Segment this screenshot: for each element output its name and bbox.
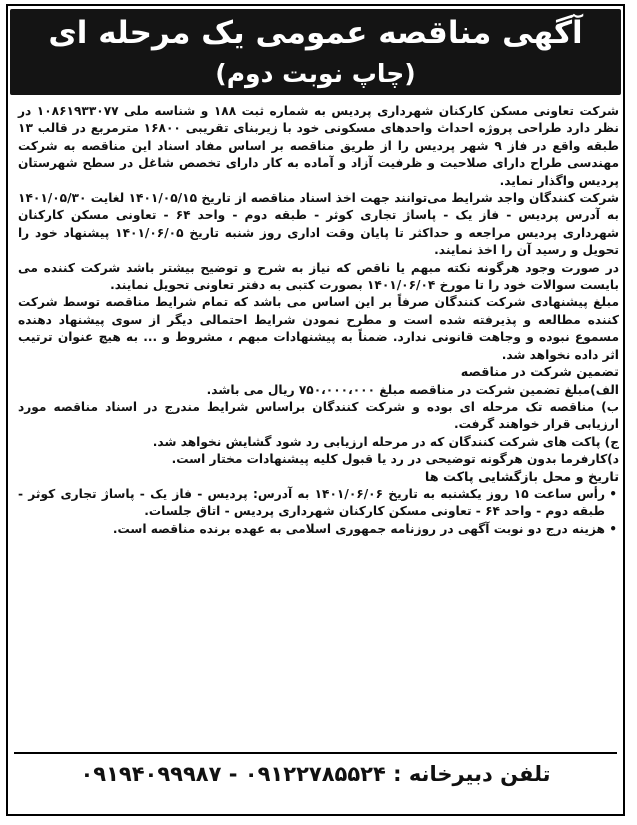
guarantee-item-b: ب) مناقصه تک مرحله ای بوده و شرکت کنندگان براساس شرایط مندرج در اسناد مناقصه مورد ارزیابی قرار خواهند گرفت.	[18, 399, 619, 432]
opening-time-text: رأس ساعت ۱۵ روز یکشنبه به تاریخ ۱۴۰۱/۰۶/۰۶ به آدرس: پردیس - فاز یک - پاساژ تجاری کوثر - طبقه دوم - واحد ۶۴ - تعاونی مسکن کارکنان شهرداری پردیس - اتاق جلسات.	[18, 486, 605, 519]
phone-label: تلفن دبیرخانه :	[393, 762, 551, 786]
ad-title: آگهی مناقصه عمومی یک مرحله ای	[48, 15, 583, 51]
guarantee-item-a: الف)مبلغ تضمین شرکت در مناقصه مبلغ ۷۵۰،۰۰۰،۰۰۰ ریال می باشد.	[206, 382, 619, 397]
documents-paragraph: شرکت کنندگان واجد شرایط می‌توانند جهت اخذ اسناد مناقصه از تاریخ ۱۴۰۱/۰۵/۱۵ لغایت ۱۴۰۱/۰۵/۳۰ به آدرس پردیس - فاز یک - پاساژ تجاری کوثر - طبقه دوم - واحد ۶۴ - تعاونی مسکن کارکنان شهرداری پردیس مراجعه و حداکثر تا پایان وقت اداری روز شنبه تاریخ ۱۴۰۱/۰۶/۰۵ پیشنهاد خود را تحویل و رسید آن را اخذ نمایند.	[18, 191, 619, 258]
title-banner	[10, 9, 621, 95]
questions-paragraph: در صورت وجود هرگونه نکته مبهم یا ناقص که نیاز به شرح و توضیح بیشتر باشد شرکت کننده می بایست سوالات خود را تا مورخ ۱۴۰۱/۰۶/۰۴ بصورت کتبی به دفتر تعاونی تحویل نمایند.	[18, 260, 619, 293]
guarantee-heading: تضمین شرکت در مناقصه	[460, 365, 619, 381]
bullet-dot-icon: •	[609, 486, 617, 501]
opening-cost-text: هزینه درج دو نوبت آگهی در روزنامه جمهوری اسلامی به عهده برنده مناقصه است.	[112, 521, 605, 536]
conditions-paragraph: مبلغ پیشنهادی شرکت کنندگان صرفاً بر این اساس می باشد که تمام شرایط مناقصه توسط شرکت کننده مطالعه و پذیرفته شده است و مطرح نمودن شرایط احتمالی دیگر از سوی پیشنهاد دهنده مسموع نبوده و وجاهت قانونی ندارد. ضمناً به پیشنهادات مبهم ، مشروط و ... به هیچ عنوان ترتیب اثر داده نخواهد شد.	[18, 295, 619, 362]
intro-paragraph: شرکت تعاونی مسکن کارکنان شهرداری پردیس به شماره ثبت ۱۸۸ و شناسه ملی ۱۰۸۶۱۹۳۳۰۷۷ در نظر دارد طراحی پروژه احداث واحدهای مسکونی خود با زیربنای تقریبی ۱۶۸۰۰ مترمربع در قالب ۱۳ طبقه واقع در فاز ۹ شهر پردیس را از طریق مناقصه بر اساس مفاد اسناد این مناقصه به شرکت مهندسی طراح دارای صلاحیت و ظرفیت آزاد و آماده به کار دارای تخصص شاغل در سطح شهرستان پردیس واگذار نماید.	[18, 104, 619, 188]
opening-heading: تاریخ و محل بازگشایی پاکت ها	[424, 469, 619, 485]
guarantee-item-d: د)کارفرما بدون هرگونه توضیحی در رد یا قبول کلیه پیشنهادات مختار است.	[171, 452, 619, 467]
opening-bullet-time	[18, 486, 619, 521]
secretariat-phone	[14, 752, 617, 794]
bullet-dot-icon: •	[609, 521, 617, 536]
opening-bullet-cost	[18, 521, 619, 538]
ad-body	[18, 103, 619, 538]
ad-subtitle: (چاپ نوبت دوم)	[215, 59, 416, 88]
guarantee-item-c: ج) پاکت های شرکت کنندگان که در مرحله ارزیابی رد شود گشایش نخواهد شد.	[152, 434, 619, 449]
phone-numbers: ۰۹۱۲۲۷۸۵۵۲۴ - ۰۹۱۹۴۰۹۹۹۸۷	[80, 762, 386, 786]
